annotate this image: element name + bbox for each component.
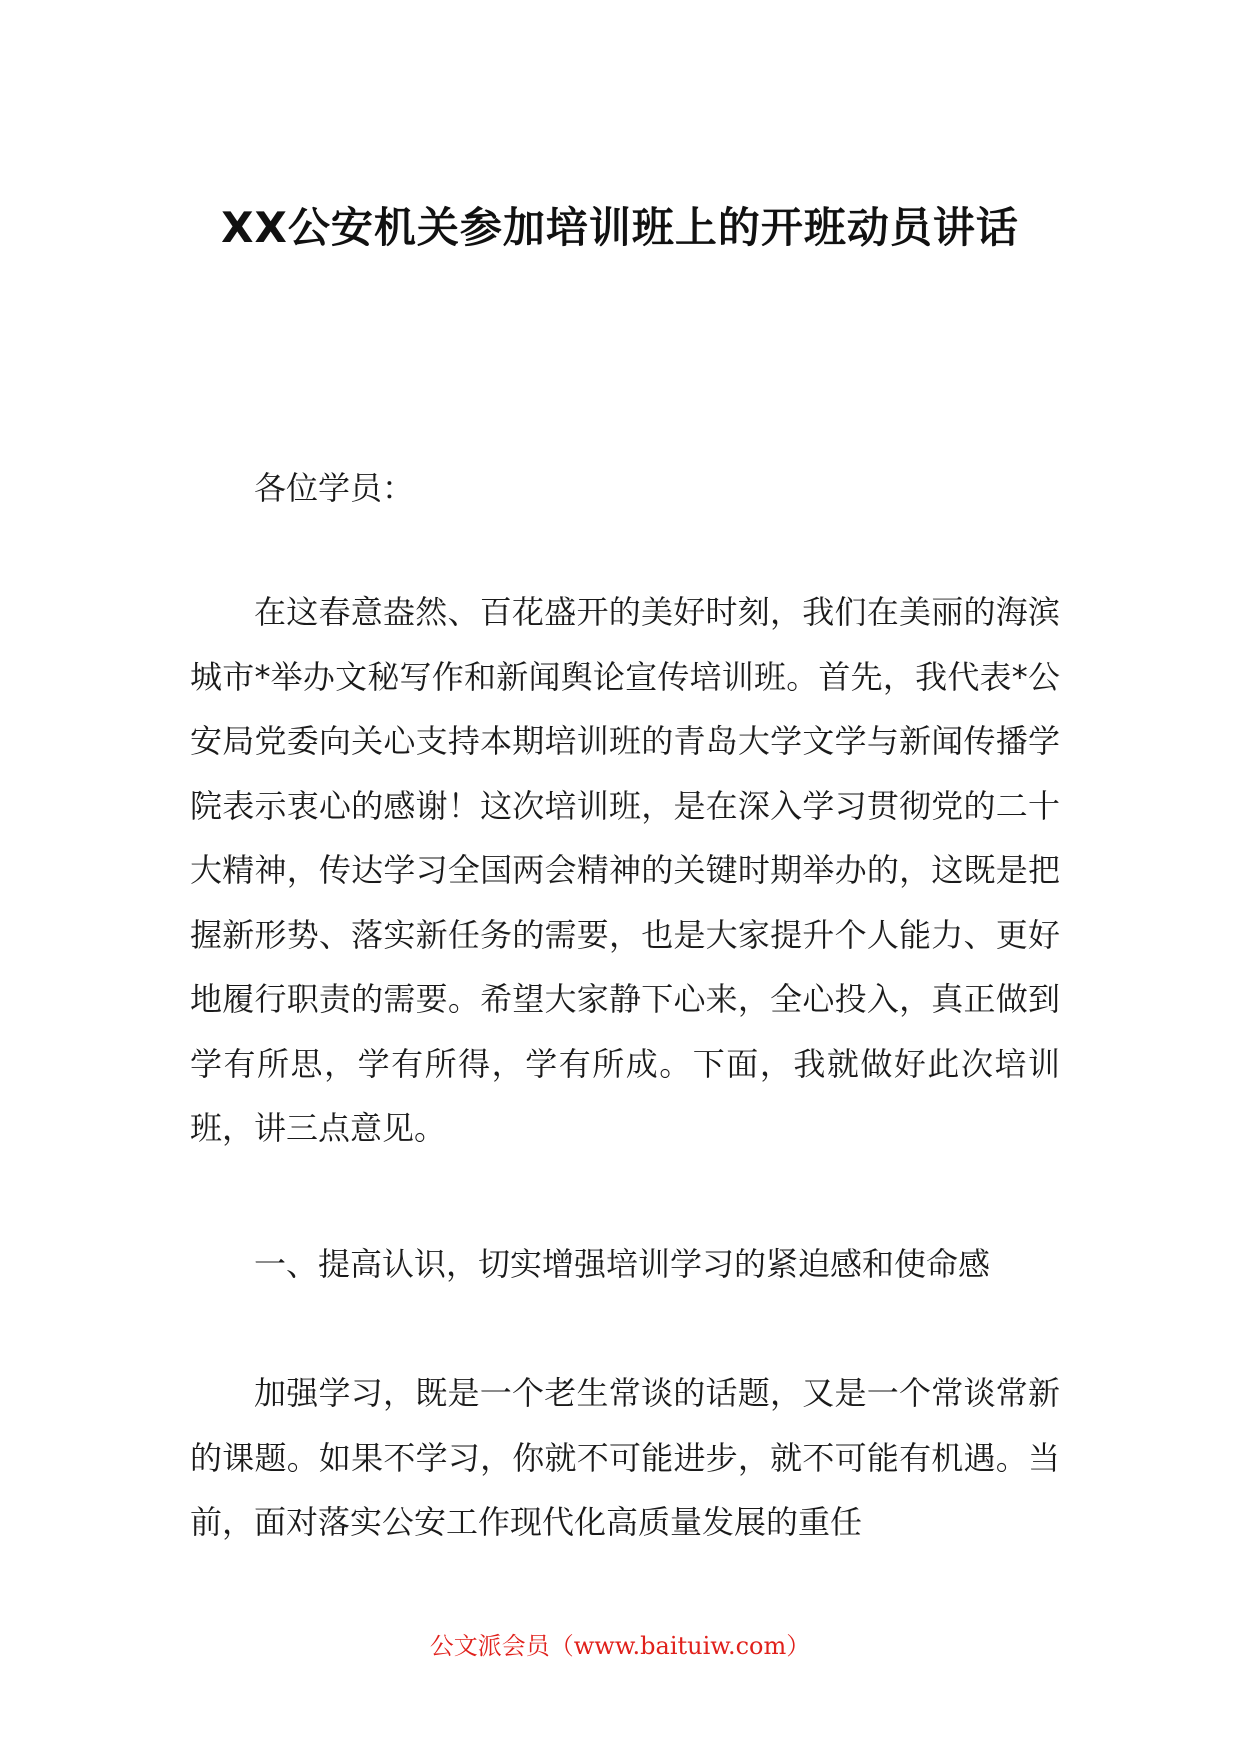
- salutation: 各位学员：: [254, 469, 415, 507]
- body-paragraph: 加强学习，既是一个老生常谈的话题，又是一个常谈常新的课题。如果不学习，你就不可能进步，就不可能有机遇。当前，面对落实公安工作现代化高质量发展的重任: [190, 1374, 1060, 1541]
- footer-watermark: 公文派会员（www.baituiw.com）: [429, 1632, 811, 1660]
- section-heading: 一、提高认识，切实增强培训学习的紧迫感和使命感: [254, 1245, 991, 1283]
- document-title: XX公安机关参加培训班上的开班动员讲话: [221, 203, 1019, 252]
- body-paragraph: 在这春意盎然、百花盛开的美好时刻，我们在美丽的海滨城市*举办文秘写作和新闻舆论宣传培训班。首先，我代表*公安局党委向关心支持本期培训班的青岛大学文学与新闻传播学院表示衷心的感谢！这次培训班，是在深入学习贯彻党的二十大精神，传达学习全国两会精神的关键时期举办的，这既是把握新形势、落实新任务的需要，也是大家提升个人能力、更好地履行职责的需要。希望大家静下心来，全心投入，真正做到学有所思，学有所得，学有所成。下面，我就做好此次培训班，讲三点意见。: [190, 593, 1060, 1147]
